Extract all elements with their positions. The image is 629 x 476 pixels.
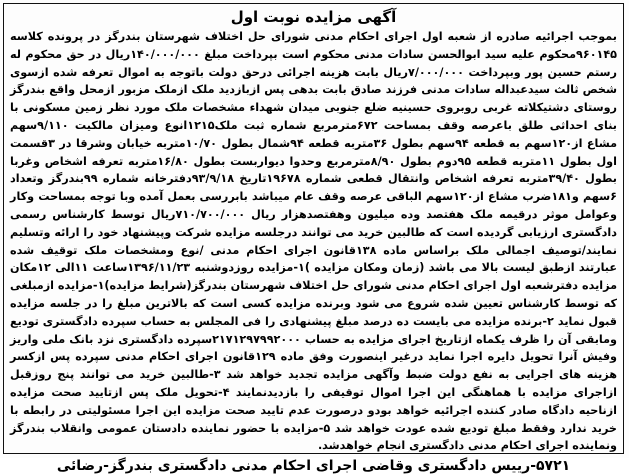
notice-border [3,3,624,475]
notice-title: آگهی مزایده نوبت اول [230,8,397,26]
notice-body: بموجب اجرائیه صادره از شعبه اول اجرای احکام مدنی شورای حل اختلاف شهرستان بندرگز در پرونده کلاسه ۹۶۰۱۴۵محکوم علیه سید ابوالحسن سادات مدنی محکوم است بپرداخت مبلغ ۱۴۰/۰۰۰/۰۰۰ریال در حق محکوم له رستم حسین پور وبپرداخت ۷/۰۰۰/۰۰۰ریال بابت هزینه اجرائی درحق دولت باتوجه به اموال تعرفه شده ازسوی شخص ثالث سیدعبداله سادات مدنی فرزند صادق بابت بدهی پس ازبازدید ملک ازملک مزبور ازمحل واقع بندرگز روستای دشتیکلاته غربی روبروی حسینیه ضلع جنوبی میدان شهداء مشخصات ملک مورد نظر زمین مسکونی با بنای احداثی طلق باعرصه وقف بمساحت ۶۷۲مترمربع شماره ثبت ملک۱۲۱۵انوع ومیزان مالکیت ۹/۱۱۰سهم مشاع از۱۲۰سهم به قطعه ۹۴سهم بطول ۳۶متربه قطعه ۹۴شمال بطول ۱۰/۷۰متربه خیابان وشرقا در ۳قسمت اول بطول ۱۱متربه قطعه ۹۵دوم بطول ۸/۹۰مترمربع وحدوا دیواربست بطول ۱۶/۸۰متربه تعرفه اشخاص وغربا بطول ۳۹/۴۰متربه تعرفه اشخاص وانتقال قطعی شماره ۱۹۶۷۸تاریخ ۹۳/۹/۱۸دفترخانه شماره ۹۹بندرگز وتعداد ۶سهم و۱۸۱ضرب مشاع از۱۲۰سهم الباقی عرصه وقف عام میباشد بابررسی بعمل آمده وبا توجه بمساحت وکار وعوامل موثر درقیمه ملک هفتصد وده میلیون وهفتصدهزار ریال ۷۱۰/۷۰۰/۰۰۰ریال توسط کارشناس رسمی دادگستری ارزیابی گردیده است که طالبین خرید می توانند درجلسه مزایده شرکت وپیشنهاد خود را ارائه وتسلیم نمایند/توصیف اجمالی ملک براساس ماده ۱۳۸قانون اجرای احکام مدنی /نوع ومشخصات ملک توقیف شده عبارتند ازطبق لیست بالا می باشد (زمان ومکان مزایده )۱-مزایده روزدوشنبه ۱۳۹۶/۱۱/۲۳ساعت ۱۱الی ۱۲مکان مزایده دفترشعبه اول اجرای احکام مدنی شورای حل اختلاف شهرستان بندرگز(شرایط مزایده)۱-مزایده ازمبلغی که توسط کارشناس تعیین شده شروع می شود وبرنده مزایده کسی است که بالاترین مبلغ را در جلسه مزایده قبول نماید ۲-برنده مزایده می بایست ده درصد مبلغ پیشنهادی را فی المجلس به حساب سپرده دادگستری تودیع ومابقی آن را ظرف یکماه ازتاریخ اجرای مزایده به حساب ۲۱۷۱۲۹۷۹۹۲۰۰۰سپرده دادگستری نزد بانک ملی واریز وفیش آنرا تحویل دایره اجرا نماید درغیر اینصورت وفق ماده ۱۲۹قانون اجرای احکام مدنی سپرده پس ازکسر هزینه های اجرایی به نفع دولت ضبط وآگهی مزایده تجدید خواهد شد ۳-طالبین خرید می توانند پنج روزقبل ازاجرای مزایده با هماهنگی این اجرا اموال توقیفی را بازدیدنمایند ۴-تحویل ملک پس ازتایید صحت مزایده ازناحیه دادگاه صادر کننده اجرائیه خواهد بودو درصورت عدم تایید صحت مزایده این اجرا مسئولیتی در رابطه با خرید ندارد وفقط مبلغ تودیع شده عودت خواهد شد ۵-مزایده با حضور نماینده دادستان عمومی وانقلاب بندرگز ونماینده اجرای احکام مدنی دادگستری انجام خواهدشد. [10,30,618,453]
notice-signature: ۵۷۲۱-رییس دادگستری وقاضی اجرای احکام مدنی دادگستری بندرگز-رضائی [56,458,571,475]
